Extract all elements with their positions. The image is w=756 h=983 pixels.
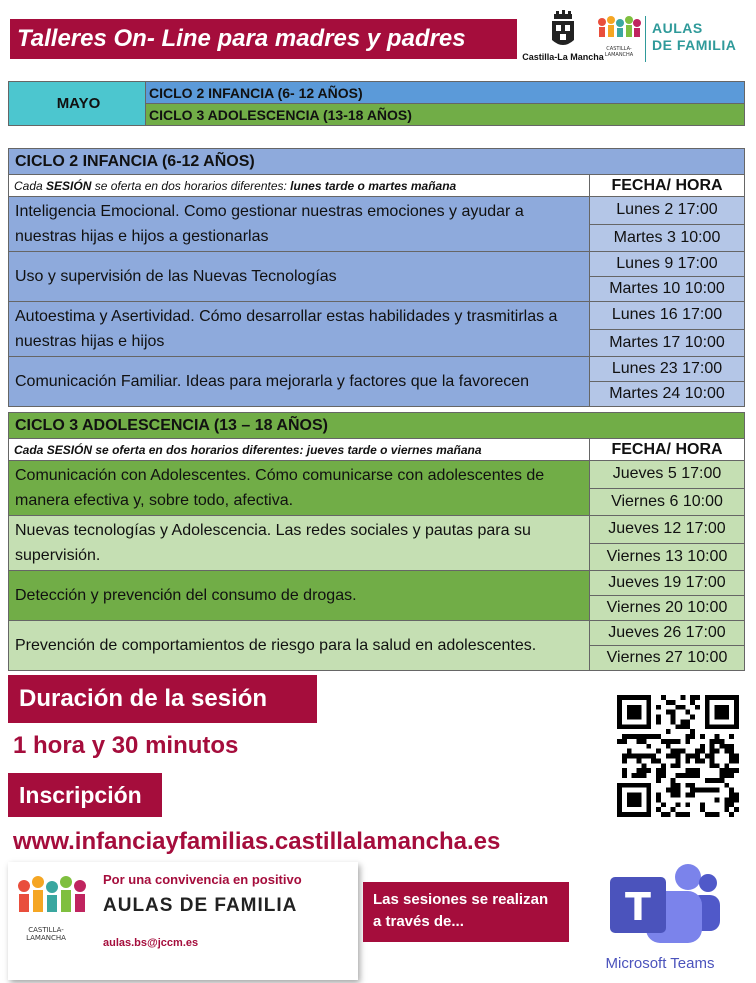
session-date: Viernes 6 10:00 (590, 488, 745, 516)
microsoft-teams-logo (590, 855, 730, 975)
session-date: Martes 3 10:00 (590, 224, 745, 252)
session-desc: Prevención de comportamientos de riesgo para la salud en adolescentes. (9, 621, 590, 671)
aulas-de-familia-card (8, 862, 358, 980)
session-date: Jueves 26 17:00 (590, 621, 745, 646)
duration-value: 1 hora y 30 minutos (13, 732, 239, 759)
session-date: Lunes 16 17:00 (590, 302, 745, 330)
tagline: Por una convivencia en positivo (103, 872, 302, 887)
month-cell: MAYO (9, 82, 146, 126)
session-date: Viernes 13 10:00 (590, 543, 745, 571)
coat-of-arms-icon (521, 10, 605, 54)
ciclo3-date-header: FECHA/ HORA (590, 439, 745, 461)
ciclo3-summary: CICLO 3 ADOLESCENCIA (13-18 AÑOS) (146, 104, 745, 126)
contact-email[interactable]: aulas.bs@jccm.es (103, 937, 199, 949)
session-date: Martes 17 10:00 (590, 329, 745, 357)
qr-code-icon[interactable] (617, 695, 739, 817)
family-figures-icon (596, 12, 642, 44)
page-title: Talleres On- Line para madres y padres (10, 19, 517, 59)
session-date: Jueves 12 17:00 (590, 516, 745, 544)
aulas-card-small-text: CASTILLA-LAMANCHA (26, 926, 66, 942)
teams-label: Microsoft Teams (605, 955, 715, 972)
ciclo3-title: CICLO 3 ADOLESCENCIA (13 – 18 AÑOS) (9, 413, 745, 439)
inscription-label: Inscripción (8, 773, 162, 817)
castilla-logo-text: Castilla-La Mancha (522, 52, 604, 62)
family-figures-icon (12, 872, 92, 932)
session-desc: Uso y supervisión de las Nuevas Tecnologías (9, 252, 590, 302)
ciclo2-note: Cada SESIÓN se oferta en dos horarios diferentes: lunes tarde o martes mañana (9, 175, 590, 197)
aulas-card-title: AULAS DE FAMILIA (103, 895, 298, 916)
teams-icon (590, 855, 730, 953)
table-row (9, 516, 745, 544)
session-date: Lunes 2 17:00 (590, 197, 745, 225)
session-desc: Autoestima y Asertividad. Cómo desarrollar estas habilidades y trasmitirlas a nuestras hijas e hijos (9, 302, 590, 357)
ciclo2-title: CICLO 2 INFANCIA (6-12 AÑOS) (9, 149, 745, 175)
svg-text:T: T (625, 885, 651, 929)
logo-separator (645, 16, 646, 62)
session-date: Martes 10 10:00 (590, 277, 745, 302)
aulas-de-familia-logo (596, 12, 746, 68)
table-row (9, 197, 745, 225)
session-date: Jueves 19 17:00 (590, 571, 745, 596)
table-row (9, 571, 745, 596)
table-row (9, 252, 745, 277)
ciclo3-schedule-table (8, 412, 745, 671)
session-date: Jueves 5 17:00 (590, 461, 745, 489)
table-row (9, 357, 745, 382)
aulas-word: AULAS (652, 20, 703, 36)
table-row (9, 461, 745, 489)
session-desc: Comunicación con Adolescentes. Cómo comunicarse con adolescentes de manera efectiva y, sobre todo, afectiva. (9, 461, 590, 516)
table-row (9, 621, 745, 646)
ciclo2-date-header: FECHA/ HORA (590, 175, 745, 197)
de-familia-word: DE FAMILIA (652, 37, 737, 53)
ciclo2-schedule-table (8, 148, 745, 407)
sessions-note: Las sesiones se realizan a través de... (363, 882, 569, 942)
registration-link[interactable]: www.infanciayfamilias.castillalamancha.es (13, 828, 501, 855)
session-date: Viernes 27 10:00 (590, 646, 745, 671)
session-desc: Comunicación Familiar. Ideas para mejorarla y factores que la favorecen (9, 357, 590, 407)
session-desc: Inteligencia Emocional. Como gestionar nuestras emociones y ayudar a nuestras hijas e hijos a gestionarlas (9, 197, 590, 252)
castilla-la-mancha-logo (521, 10, 605, 66)
aulas-small-text: CASTILLA-LAMANCHA (604, 46, 634, 58)
duration-label: Duración de la sesión (8, 675, 317, 723)
session-desc: Detección y prevención del consumo de drogas. (9, 571, 590, 621)
aulas-logo-words (652, 20, 736, 54)
month-summary-table (8, 81, 745, 126)
session-desc: Nuevas tecnologías y Adolescencia. Las redes sociales y pautas para su supervisión. (9, 516, 590, 571)
table-row (9, 302, 745, 330)
ciclo3-note: Cada SESIÓN se oferta en dos horarios diferentes: jueves tarde o viernes mañana (9, 439, 590, 461)
session-date: Lunes 9 17:00 (590, 252, 745, 277)
session-date: Viernes 20 10:00 (590, 596, 745, 621)
session-date: Lunes 23 17:00 (590, 357, 745, 382)
session-date: Martes 24 10:00 (590, 382, 745, 407)
ciclo2-summary: CICLO 2 INFANCIA (6- 12 AÑOS) (146, 82, 745, 104)
